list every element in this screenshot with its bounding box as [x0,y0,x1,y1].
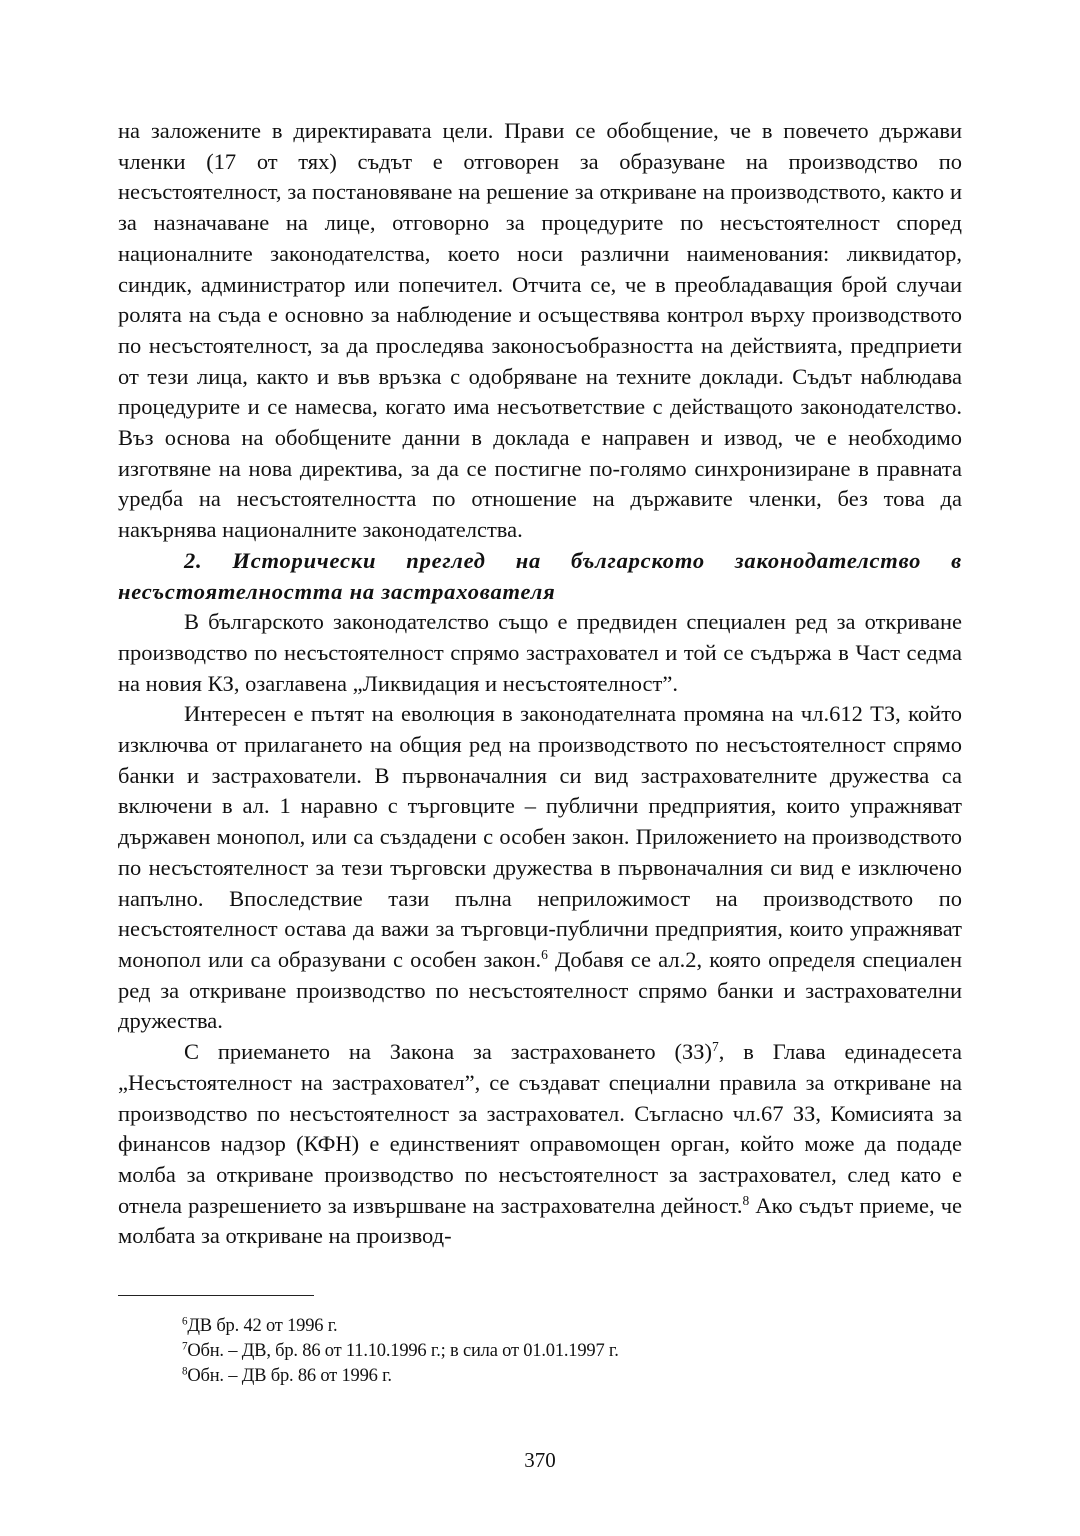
paragraph-text: С приемането на Закона за застраховането (ЗЗ) [184,1039,713,1065]
paragraph-text: Интересен е пътят на еволюция в законодателната промяна на чл.612 ТЗ, който изключва от прилагането на общия ред на производството по несъстоятелност спрямо банки и застрахователи. В първоначалния си вид застрахователните дружества са включени в ал. 1 наравно с търговците – публични предприятия, които упражняват държавен монопол, или са създадени с особен закон. Приложението на производството по несъстоятелност за тези търговски дружества в първоначалния си вид е изключено напълно. Впоследствие тази пълна неприложимост на производството по несъстоятелност остава да важи за търговци-публични предприятия, които упражняват монопол или са образувани с особен закон. [118,701,962,972]
paragraph-continued: на заложените в директиравата цели. Прави се обобщение, че в повечето държави членки (17 от тях) съдът е отговорен за образуване на производство по несъстоятелност, за постановяване на решение за откриване на производството, както и за назначаване на лице, отговорно за процедурите по несъстоятелност според националните законодателства, което носи различни наименования: ликвидатор, синдик, администратор или попечител. Отчита се, че в преобладаващия брой случаи ролята на съда е основно за наблюдение и осъществява контрол върху производството по несъстоятелност, за да проследява законосъобразността на действията, предприети от тези лица, както и във връзка с одобряване на техните доклади. Съдът наблюдава процедурите и се намесва, когато има несъответствие с действащото законодателство. Въз основа на обобщените данни в доклада е направен и извод, че е необходимо изготвяне на нова директива, за да се постигне по-голямо синхронизиране в правната уредба на несъстоятелността по отношение на държавите членки, без това да накърнява националните законодателства. [118,118,962,543]
paragraph [118,1037,962,1252]
footnote-text: ДВ бр. 42 от 1996 г. [187,1316,338,1336]
paragraph [118,699,962,1037]
footnote [182,1364,962,1389]
page-number: 370 [524,1448,556,1472]
footnote-ref: 7 [712,1039,719,1054]
footnote-text: Обн. – ДВ, бр. 86 от 11.10.1996 г.; в сила от 01.01.1997 г. [187,1341,619,1361]
footnote-ref: 8 [742,1192,750,1208]
paragraph-text: Добавя се ал.2, която определя специален ред за откриване производство по несъстоятелност спрямо банки и застрахователни дружества. [118,946,962,1034]
footnote-text: Обн. – ДВ бр. 86 от 1996 г. [187,1366,392,1386]
footnote-number: 7 [182,1340,188,1353]
footnote-number: 8 [182,1365,188,1378]
footnote-separator [118,1295,314,1296]
paragraph: В българското законодателство също е предвиден специален ред за откриване производство по несъстоятелност спрямо застраховател и той се съдържа в Част седма на новия КЗ, озаглавена „Ликвидация и несъстоятелност”. [118,609,962,696]
section-heading: 2. Исторически преглед на българското законодателство в несъстоятелността на застрахователя [118,547,962,604]
footnote [182,1314,962,1339]
paragraph-text: , в Глава единадесета „Несъстоятелност на застраховател”, се създават специални правила за откриване на производство по несъстоятелност за застраховател. Съгласно чл.67 ЗЗ, Комисията за финансов надзор (КФН) е единственият оправомощен орган, който може да подаде молба за откриване производство по несъстоятелност за застраховател, след като е отнела разрешението за извършване на застрахователна дейност. [118,1039,962,1218]
footnote-number: 6 [182,1315,188,1328]
paragraph-text: Ако съдът приеме, че молбата за откриване на производ- [118,1192,962,1249]
footnote [182,1339,962,1364]
footnote-ref: 6 [541,946,548,962]
main-text [118,116,962,1252]
footnotes [182,1314,962,1389]
